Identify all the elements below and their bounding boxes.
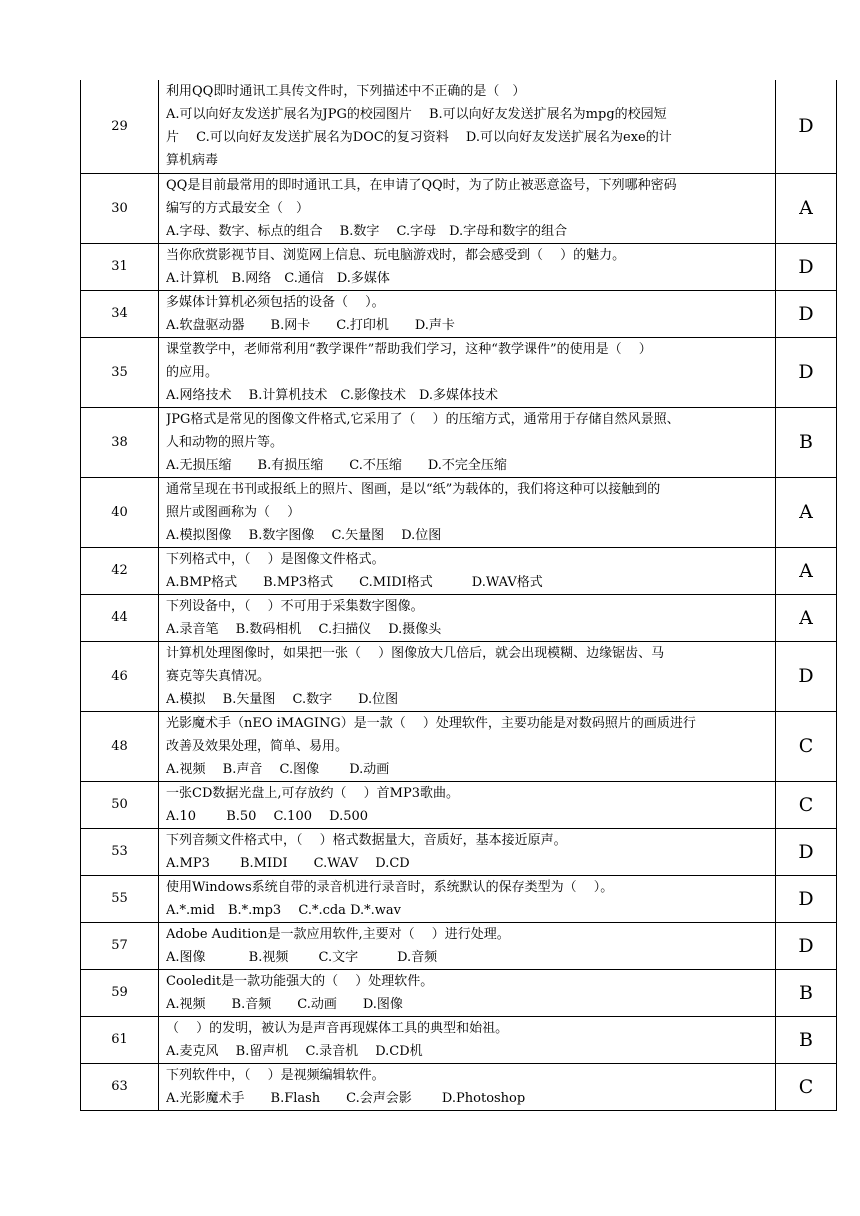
question-line: 算机病毒 bbox=[166, 153, 219, 169]
question-line: A.模拟 B.矢量图 C.数字 D.位图 bbox=[166, 691, 399, 707]
question-row bbox=[81, 594, 837, 641]
question-row bbox=[81, 337, 837, 407]
question-line: A.BMP格式 B.MP3格式 C.MIDI格式 D.WAV格式 bbox=[166, 574, 543, 590]
answer-letter: A bbox=[776, 547, 837, 594]
question-line: A.字母、数字、标点的组合 B.数字 C.字母 D.字母和数字的组合 bbox=[166, 223, 568, 239]
question-line: 的应用。 bbox=[166, 364, 219, 380]
question-line: 下列音频文件格式中，（ ）格式数据量大，音质好，基本接近原声。 bbox=[166, 832, 567, 848]
question-line: 下列设备中，（ ）不可用于采集数字图像。 bbox=[166, 598, 424, 614]
question-text bbox=[159, 243, 776, 290]
question-row bbox=[81, 477, 837, 547]
question-number: 29 bbox=[81, 80, 159, 173]
answer-letter: A bbox=[776, 173, 837, 243]
question-line: A.*.mid B.*.mp3 C.*.cda D.*.wav bbox=[166, 902, 402, 918]
answer-letter: C bbox=[776, 1063, 837, 1110]
question-line: 下列格式中，（ ）是图像文件格式。 bbox=[166, 551, 385, 567]
question-rows bbox=[81, 80, 837, 1110]
question-line: QQ是目前最常用的即时通讯工具，在申请了QQ时，为了防止被恶意盗号，下列哪种密码 bbox=[166, 177, 677, 193]
question-text bbox=[159, 828, 776, 875]
question-text bbox=[159, 1016, 776, 1063]
question-line: A.光影魔术手 B.Flash C.会声会影 D.Photoshop bbox=[166, 1090, 526, 1106]
question-row bbox=[81, 781, 837, 828]
question-row bbox=[81, 290, 837, 337]
question-line: A.计算机 B.网络 C.通信 D.多媒体 bbox=[166, 270, 390, 286]
question-row bbox=[81, 969, 837, 1016]
question-line: 计算机处理图像时，如果把一张（ ）图像放大几倍后，就会出现模糊、边缘锯齿、马 bbox=[166, 645, 665, 661]
question-line: Cooledit是一款功能强大的（ ）处理软件。 bbox=[166, 973, 434, 989]
question-line: A.模拟图像 B.数字图像 C.矢量图 D.位图 bbox=[166, 527, 442, 543]
answer-letter: A bbox=[776, 477, 837, 547]
question-line: JPG格式是常见的图像文件格式,它采用了（ ）的压缩方式，通常用于存储自然风景照、 bbox=[166, 411, 680, 427]
answer-sheet bbox=[80, 80, 820, 1111]
question-row bbox=[81, 407, 837, 477]
question-row bbox=[81, 547, 837, 594]
question-line: 利用QQ即时通讯工具传文件时，下列描述中不正确的是（ ） bbox=[166, 84, 526, 100]
question-text bbox=[159, 711, 776, 781]
question-line: A.录音笔 B.数码相机 C.扫描仪 D.摄像头 bbox=[166, 621, 442, 637]
question-line: 下列软件中，（ ）是视频编辑软件。 bbox=[166, 1067, 385, 1083]
answer-letter: D bbox=[776, 290, 837, 337]
question-line: A.麦克风 B.留声机 C.录音机 D.CD机 bbox=[166, 1043, 423, 1059]
answer-letter: D bbox=[776, 828, 837, 875]
answer-letter: C bbox=[776, 781, 837, 828]
question-number: 48 bbox=[81, 711, 159, 781]
question-line: A.无损压缩 B.有损压缩 C.不压缩 D.不完全压缩 bbox=[166, 457, 507, 473]
question-row bbox=[81, 80, 837, 173]
question-text bbox=[159, 290, 776, 337]
answer-letter: C bbox=[776, 711, 837, 781]
question-line: 片 C.可以向好友发送扩展名为DOC的复习资料 D.可以向好友发送扩展名为exe的计 bbox=[166, 130, 672, 146]
question-text bbox=[159, 547, 776, 594]
question-line: A.软盘驱动器 B.网卡 C.打印机 D.声卡 bbox=[166, 317, 455, 333]
question-line: A.可以向好友发送扩展名为JPG的校园图片 B.可以向好友发送扩展名为mpg的校园短 bbox=[166, 107, 667, 123]
answer-letter: D bbox=[776, 80, 837, 173]
question-row bbox=[81, 828, 837, 875]
question-row bbox=[81, 641, 837, 711]
question-text bbox=[159, 922, 776, 969]
answer-letter: D bbox=[776, 922, 837, 969]
question-text bbox=[159, 781, 776, 828]
question-number: 34 bbox=[81, 290, 159, 337]
question-number: 57 bbox=[81, 922, 159, 969]
question-text bbox=[159, 1063, 776, 1110]
question-line: Adobe Audition是一款应用软件,主要对（ ）进行处理。 bbox=[166, 926, 510, 942]
question-number: 55 bbox=[81, 875, 159, 922]
question-row bbox=[81, 173, 837, 243]
answer-letter: D bbox=[776, 641, 837, 711]
question-row bbox=[81, 875, 837, 922]
question-line: A.网络技术 B.计算机技术 C.影像技术 D.多媒体技术 bbox=[166, 387, 499, 403]
answer-letter: D bbox=[776, 337, 837, 407]
question-line: A.视频 B.声音 C.图像 D.动画 bbox=[166, 761, 390, 777]
question-number: 30 bbox=[81, 173, 159, 243]
question-number: 35 bbox=[81, 337, 159, 407]
question-number: 42 bbox=[81, 547, 159, 594]
question-line: A.MP3 B.MIDI C.WAV D.CD bbox=[166, 855, 410, 871]
question-text bbox=[159, 875, 776, 922]
question-line: 当你欣赏影视节目、浏览网上信息、玩电脑游戏时，都会感受到（ ）的魅力。 bbox=[166, 247, 626, 263]
question-table bbox=[80, 80, 837, 1111]
question-text bbox=[159, 477, 776, 547]
answer-letter: B bbox=[776, 969, 837, 1016]
question-text bbox=[159, 337, 776, 407]
question-line: 使用Windows系统自带的录音机进行录音时，系统默认的保存类型为（ ）。 bbox=[166, 879, 614, 895]
question-text bbox=[159, 969, 776, 1016]
question-row bbox=[81, 243, 837, 290]
question-number: 59 bbox=[81, 969, 159, 1016]
question-line: 通常呈现在书刊或报纸上的照片、图画，是以“纸”为载体的，我们将这种可以接触到的 bbox=[166, 481, 661, 497]
question-number: 63 bbox=[81, 1063, 159, 1110]
question-line: 赛克等失真情况。 bbox=[166, 668, 271, 684]
question-line: 多媒体计算机必须包括的设备（ ）。 bbox=[166, 294, 385, 310]
question-number: 53 bbox=[81, 828, 159, 875]
question-line: 改善及效果处理，简单、易用。 bbox=[166, 738, 349, 754]
question-line: 课堂教学中，老师常利用“教学课件”帮助我们学习，这种“教学课件”的使用是（ ） bbox=[166, 341, 652, 357]
question-line: 编写的方式最安全（ ） bbox=[166, 200, 310, 216]
answer-letter: D bbox=[776, 875, 837, 922]
question-number: 38 bbox=[81, 407, 159, 477]
question-row bbox=[81, 1016, 837, 1063]
question-line: 光影魔术手（nEO iMAGING）是一款（ ）处理软件，主要功能是对数码照片的画质进行 bbox=[166, 715, 696, 731]
answer-letter: B bbox=[776, 407, 837, 477]
question-line: 照片或图画称为（ ） bbox=[166, 504, 301, 520]
question-number: 40 bbox=[81, 477, 159, 547]
question-line: A.图像 B.视频 C.文字 D.音频 bbox=[166, 949, 438, 965]
question-line: （ ）的发明，被认为是声音再现媒体工具的典型和始祖。 bbox=[166, 1020, 509, 1036]
question-text bbox=[159, 594, 776, 641]
question-row bbox=[81, 922, 837, 969]
question-number: 44 bbox=[81, 594, 159, 641]
answer-letter: A bbox=[776, 594, 837, 641]
question-text bbox=[159, 641, 776, 711]
question-number: 61 bbox=[81, 1016, 159, 1063]
question-row bbox=[81, 711, 837, 781]
question-number: 31 bbox=[81, 243, 159, 290]
question-text bbox=[159, 173, 776, 243]
answer-letter: B bbox=[776, 1016, 837, 1063]
question-row bbox=[81, 1063, 837, 1110]
answer-letter: D bbox=[776, 243, 837, 290]
question-line: A.视频 B.音频 C.动画 D.图像 bbox=[166, 996, 403, 1012]
question-text bbox=[159, 80, 776, 173]
question-line: 一张CD数据光盘上,可存放约（ ）首MP3歌曲。 bbox=[166, 785, 459, 801]
question-line: 人和动物的照片等。 bbox=[166, 434, 284, 450]
question-number: 50 bbox=[81, 781, 159, 828]
question-text bbox=[159, 407, 776, 477]
question-line: A.10 B.50 C.100 D.500 bbox=[166, 808, 369, 824]
question-number: 46 bbox=[81, 641, 159, 711]
